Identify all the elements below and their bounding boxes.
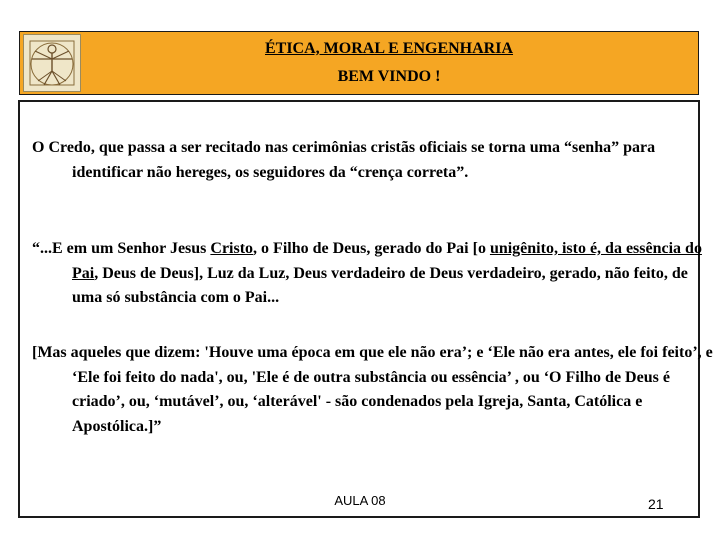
paragraph-credo: O Credo, que passa a ser recitado nas cerimônias cristãs oficiais se torna uma “senha” para identificar não hereges, os seguidores da “crença correta”. xyxy=(32,139,656,181)
page-title: ÉTICA, MORAL E ENGENHARIA xyxy=(264,40,514,57)
vitruvian-man-icon xyxy=(23,34,81,92)
quote-underlined-2: unigênito, isto é, da essência do Pai xyxy=(72,240,702,282)
page-number: 21 xyxy=(648,496,664,512)
welcome-subtitle: BEM VINDO ! xyxy=(337,68,441,85)
quote-text-3: , Deus de Deus], Luz da Luz, Deus verdadeiro de Deus verdadeiro, gerado, não feito, de uma só substância com o Pai... xyxy=(72,264,688,306)
quote-underlined-1: Cristo xyxy=(210,240,254,257)
slide-header xyxy=(19,31,699,95)
paragraph-quote xyxy=(32,237,720,311)
paragraph-condemnation: [Mas aqueles que dizem: 'Houve uma época em que ele não era’; e ‘Ele não era antes, ele foi feito’, e ‘Ele foi feito do nada', ou, 'Ele é de outra substância ou essência’ , ou ‘O Filho de Deus é criado’, ou, ‘mutável’, ou, ‘alterável' - são condenados pela Igreja, Santa, Católica e Apostólica.]” xyxy=(32,344,713,435)
quote-text-1: “...E em um Senhor Jesus xyxy=(32,240,211,257)
footer-label: AULA 08 xyxy=(334,493,386,508)
quote-text-2: , o Filho de Deus, gerado do Pai [o xyxy=(253,240,490,257)
